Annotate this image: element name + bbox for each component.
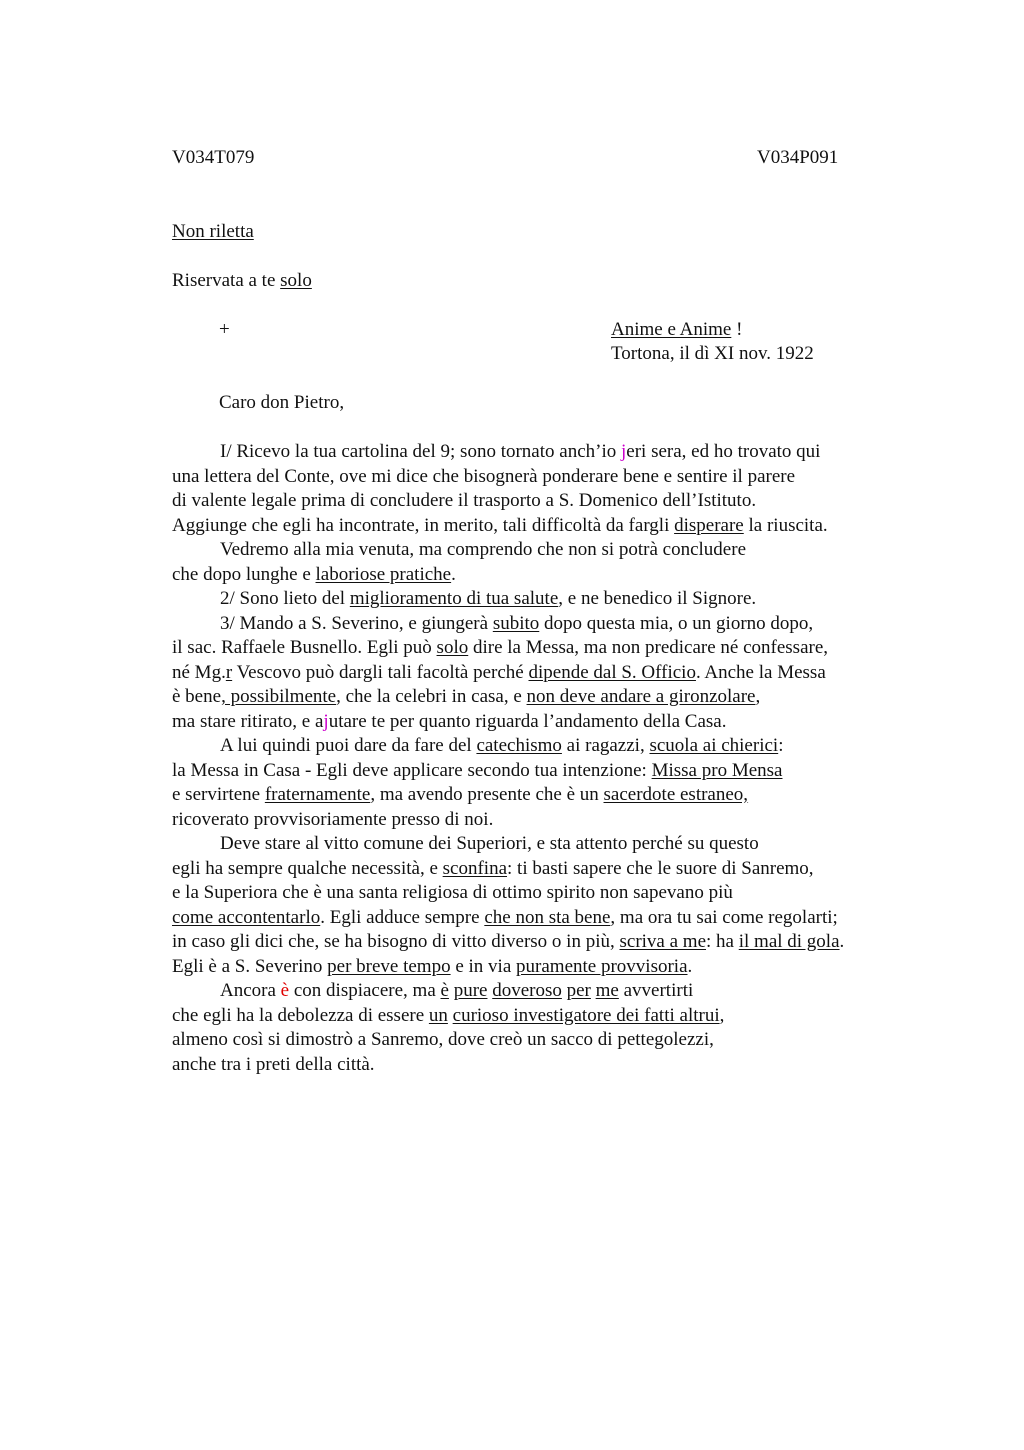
- text-segment: I/ Ricevo la tua cartolina del 9; sono tornato anch’io: [220, 441, 621, 462]
- text-segment: A lui quindi puoi dare da fare del: [220, 735, 477, 756]
- text-segment: eri sera, ed ho trovato qui: [626, 441, 821, 462]
- body-line: [172, 710, 912, 735]
- underlined-text: puramente provvisoria: [516, 955, 688, 977]
- underlined-text: un: [428, 1004, 448, 1026]
- text-segment: Vescovo può dargli tali facoltà perché: [232, 661, 529, 683]
- body-line: [172, 759, 912, 784]
- letter-body: [172, 440, 912, 1077]
- riservata-solo: solo: [280, 270, 312, 291]
- body-line: [172, 612, 912, 637]
- text-segment: Aggiunge che egli ha incontrate, in merito, tali difficoltà da fargli: [172, 514, 675, 536]
- text-segment: il sac. Raffaele Busnello. Egli può: [172, 637, 437, 658]
- underlined-text: Missa pro Mensa: [651, 759, 783, 781]
- text-segment: ma stare ritirato, e a: [172, 710, 324, 732]
- text-segment: e servirtene: [172, 784, 265, 805]
- body-line: [172, 538, 912, 563]
- underlined-text: doveroso: [492, 980, 562, 1001]
- riservata-prefix: Riservata a te: [172, 270, 281, 291]
- body-line: [172, 857, 912, 882]
- text-segment: dire la Messa, ma non predicare né confessare,: [468, 637, 829, 658]
- text-segment: Vedremo alla mia venuta, ma comprendo che non si potrà concludere: [220, 539, 746, 560]
- underlined-text: r: [225, 661, 233, 683]
- text-segment: 3/ Mando a S. Severino, e giungerà: [220, 612, 493, 634]
- underlined-text: disperare: [674, 514, 744, 536]
- archive-code-right: V034P091: [757, 147, 839, 168]
- text-segment: : ti basti sapere che le suore di Sanremo,: [507, 857, 814, 879]
- underlined-text: è: [440, 980, 449, 1001]
- text-segment: e in via: [450, 955, 517, 977]
- non-riletta-note: Non riletta: [172, 221, 254, 242]
- body-line: [172, 587, 912, 612]
- body-line: [172, 930, 912, 955]
- body-line: [172, 440, 912, 465]
- text-segment: 2/ Sono lieto del: [220, 588, 350, 609]
- riservata-note: [172, 269, 312, 294]
- text-segment: : ha: [706, 931, 739, 952]
- text-segment: Ancora: [220, 980, 281, 1001]
- underlined-text: non deve andare a gironzolare: [526, 686, 756, 707]
- body-line: [172, 489, 912, 514]
- text-segment: ai ragazzi,: [561, 735, 650, 756]
- underlined-text: il mal di gola: [738, 931, 840, 952]
- body-line: [172, 881, 912, 906]
- body-line: [172, 563, 912, 588]
- text-segment: anche tra i preti della città.: [172, 1053, 375, 1075]
- underlined-text: per breve tempo: [327, 955, 451, 977]
- text-segment: la riuscita.: [743, 514, 828, 536]
- text-segment: ricoverato provvisoriamente presso di noi.: [172, 808, 494, 830]
- underlined-text: per: [566, 980, 591, 1001]
- motto-tail: !: [731, 319, 743, 340]
- text-segment: ,: [719, 1004, 725, 1026]
- text-segment: una lettera del Conte, ove mi dice che bisognerà ponderare bene e sentire il parere: [172, 465, 796, 487]
- text-segment: .: [687, 955, 693, 977]
- colored-text: j: [323, 710, 329, 732]
- text-segment: avvertirti: [618, 980, 694, 1001]
- text-segment: di valente legale prima di concludere il trasporto a S. Domenico dell’Istituto.: [172, 490, 757, 511]
- underlined-text: dipende dal S. Officio: [528, 661, 696, 683]
- colored-text: è: [280, 980, 290, 1001]
- body-line: [172, 808, 912, 833]
- text-segment: in caso gli dici che, se ha bisogno di vitto diverso o in più,: [172, 931, 620, 952]
- text-segment: con dispiacere, ma: [289, 980, 441, 1001]
- salutation: Caro don Pietro,: [219, 392, 345, 413]
- text-segment: è bene: [172, 686, 222, 707]
- cross-symbol: +: [219, 319, 230, 340]
- body-line: [172, 783, 912, 808]
- text-segment: e la Superiora che è una santa religiosa di ottimo spirito non sapevano più: [172, 882, 733, 903]
- text-segment: , ma ora tu sai come regolarti;: [610, 906, 838, 928]
- archive-code-left: V034T079: [172, 147, 255, 168]
- body-line: [172, 465, 912, 490]
- body-line: [172, 514, 912, 539]
- underlined-text: scuola ai chierici: [649, 735, 779, 756]
- underlined-text: solo: [436, 637, 469, 658]
- text-segment: .: [839, 931, 845, 952]
- place-date: Tortona, il dì XI nov. 1922: [611, 343, 814, 364]
- underlined-text: scriva a me: [619, 931, 707, 952]
- text-segment: né Mg.: [172, 661, 226, 683]
- text-segment: , e ne benedico il Signore.: [558, 588, 757, 609]
- body-line: [172, 832, 912, 857]
- body-line: [172, 1028, 912, 1053]
- body-line: [172, 955, 912, 980]
- text-segment: . Egli adduce sempre: [320, 906, 485, 928]
- colored-text: j: [621, 441, 627, 462]
- body-line: [172, 661, 912, 686]
- text-segment: che egli ha la debolezza di essere: [172, 1004, 429, 1026]
- text-segment: :: [778, 735, 784, 756]
- body-line: [172, 636, 912, 661]
- underlined-text: che non sta bene: [484, 906, 611, 928]
- underlined-text: come accontentarlo: [172, 906, 321, 928]
- body-line: [172, 1053, 912, 1078]
- underlined-text: curioso investigatore dei fatti altrui: [452, 1004, 720, 1026]
- text-segment: .: [451, 563, 456, 585]
- text-segment: Deve stare al vitto comune dei Superiori, e sta attento perché su questo: [220, 833, 759, 854]
- text-segment: Egli è a S. Severino: [172, 955, 328, 977]
- text-segment: egli ha sempre qualche necessità, e: [172, 857, 443, 879]
- text-segment: , che la celebri in casa, e: [336, 686, 527, 707]
- body-line: [172, 906, 912, 931]
- body-line: [172, 685, 912, 710]
- underlined-text: subito: [492, 612, 540, 634]
- underlined-text: , possibilmente: [221, 686, 337, 707]
- motto-underlined: Anime e Anime: [611, 319, 732, 340]
- text-segment: la Messa in Casa - Egli deve applicare secondo tua intenzione:: [172, 759, 652, 781]
- text-segment: . Anche la Messa: [695, 661, 826, 683]
- motto: [611, 318, 742, 343]
- underlined-text: laboriose pratiche: [315, 563, 452, 585]
- underlined-text: pure: [453, 980, 488, 1001]
- text-segment: ,: [755, 686, 761, 707]
- underlined-text: sacerdote estraneo,: [603, 784, 749, 805]
- body-line: [172, 734, 912, 759]
- text-segment: utare te per quanto riguarda l’andamento della Casa.: [328, 710, 727, 732]
- underlined-text: sconfina: [442, 857, 508, 879]
- body-line: [172, 1004, 912, 1029]
- body-line: [172, 979, 912, 1004]
- text-segment: dopo questa mia, o un giorno dopo,: [539, 612, 814, 634]
- text-segment: , ma avendo presente che è un: [370, 784, 604, 805]
- underlined-text: catechismo: [476, 735, 562, 756]
- underlined-text: me: [595, 980, 619, 1001]
- text-segment: almeno così si dimostrò a Sanremo, dove creò un sacco di pettegolezzi,: [172, 1029, 714, 1050]
- underlined-text: fraternamente: [264, 784, 371, 805]
- text-segment: che dopo lunghe e: [172, 563, 316, 585]
- underlined-text: miglioramento di tua salute: [349, 588, 559, 609]
